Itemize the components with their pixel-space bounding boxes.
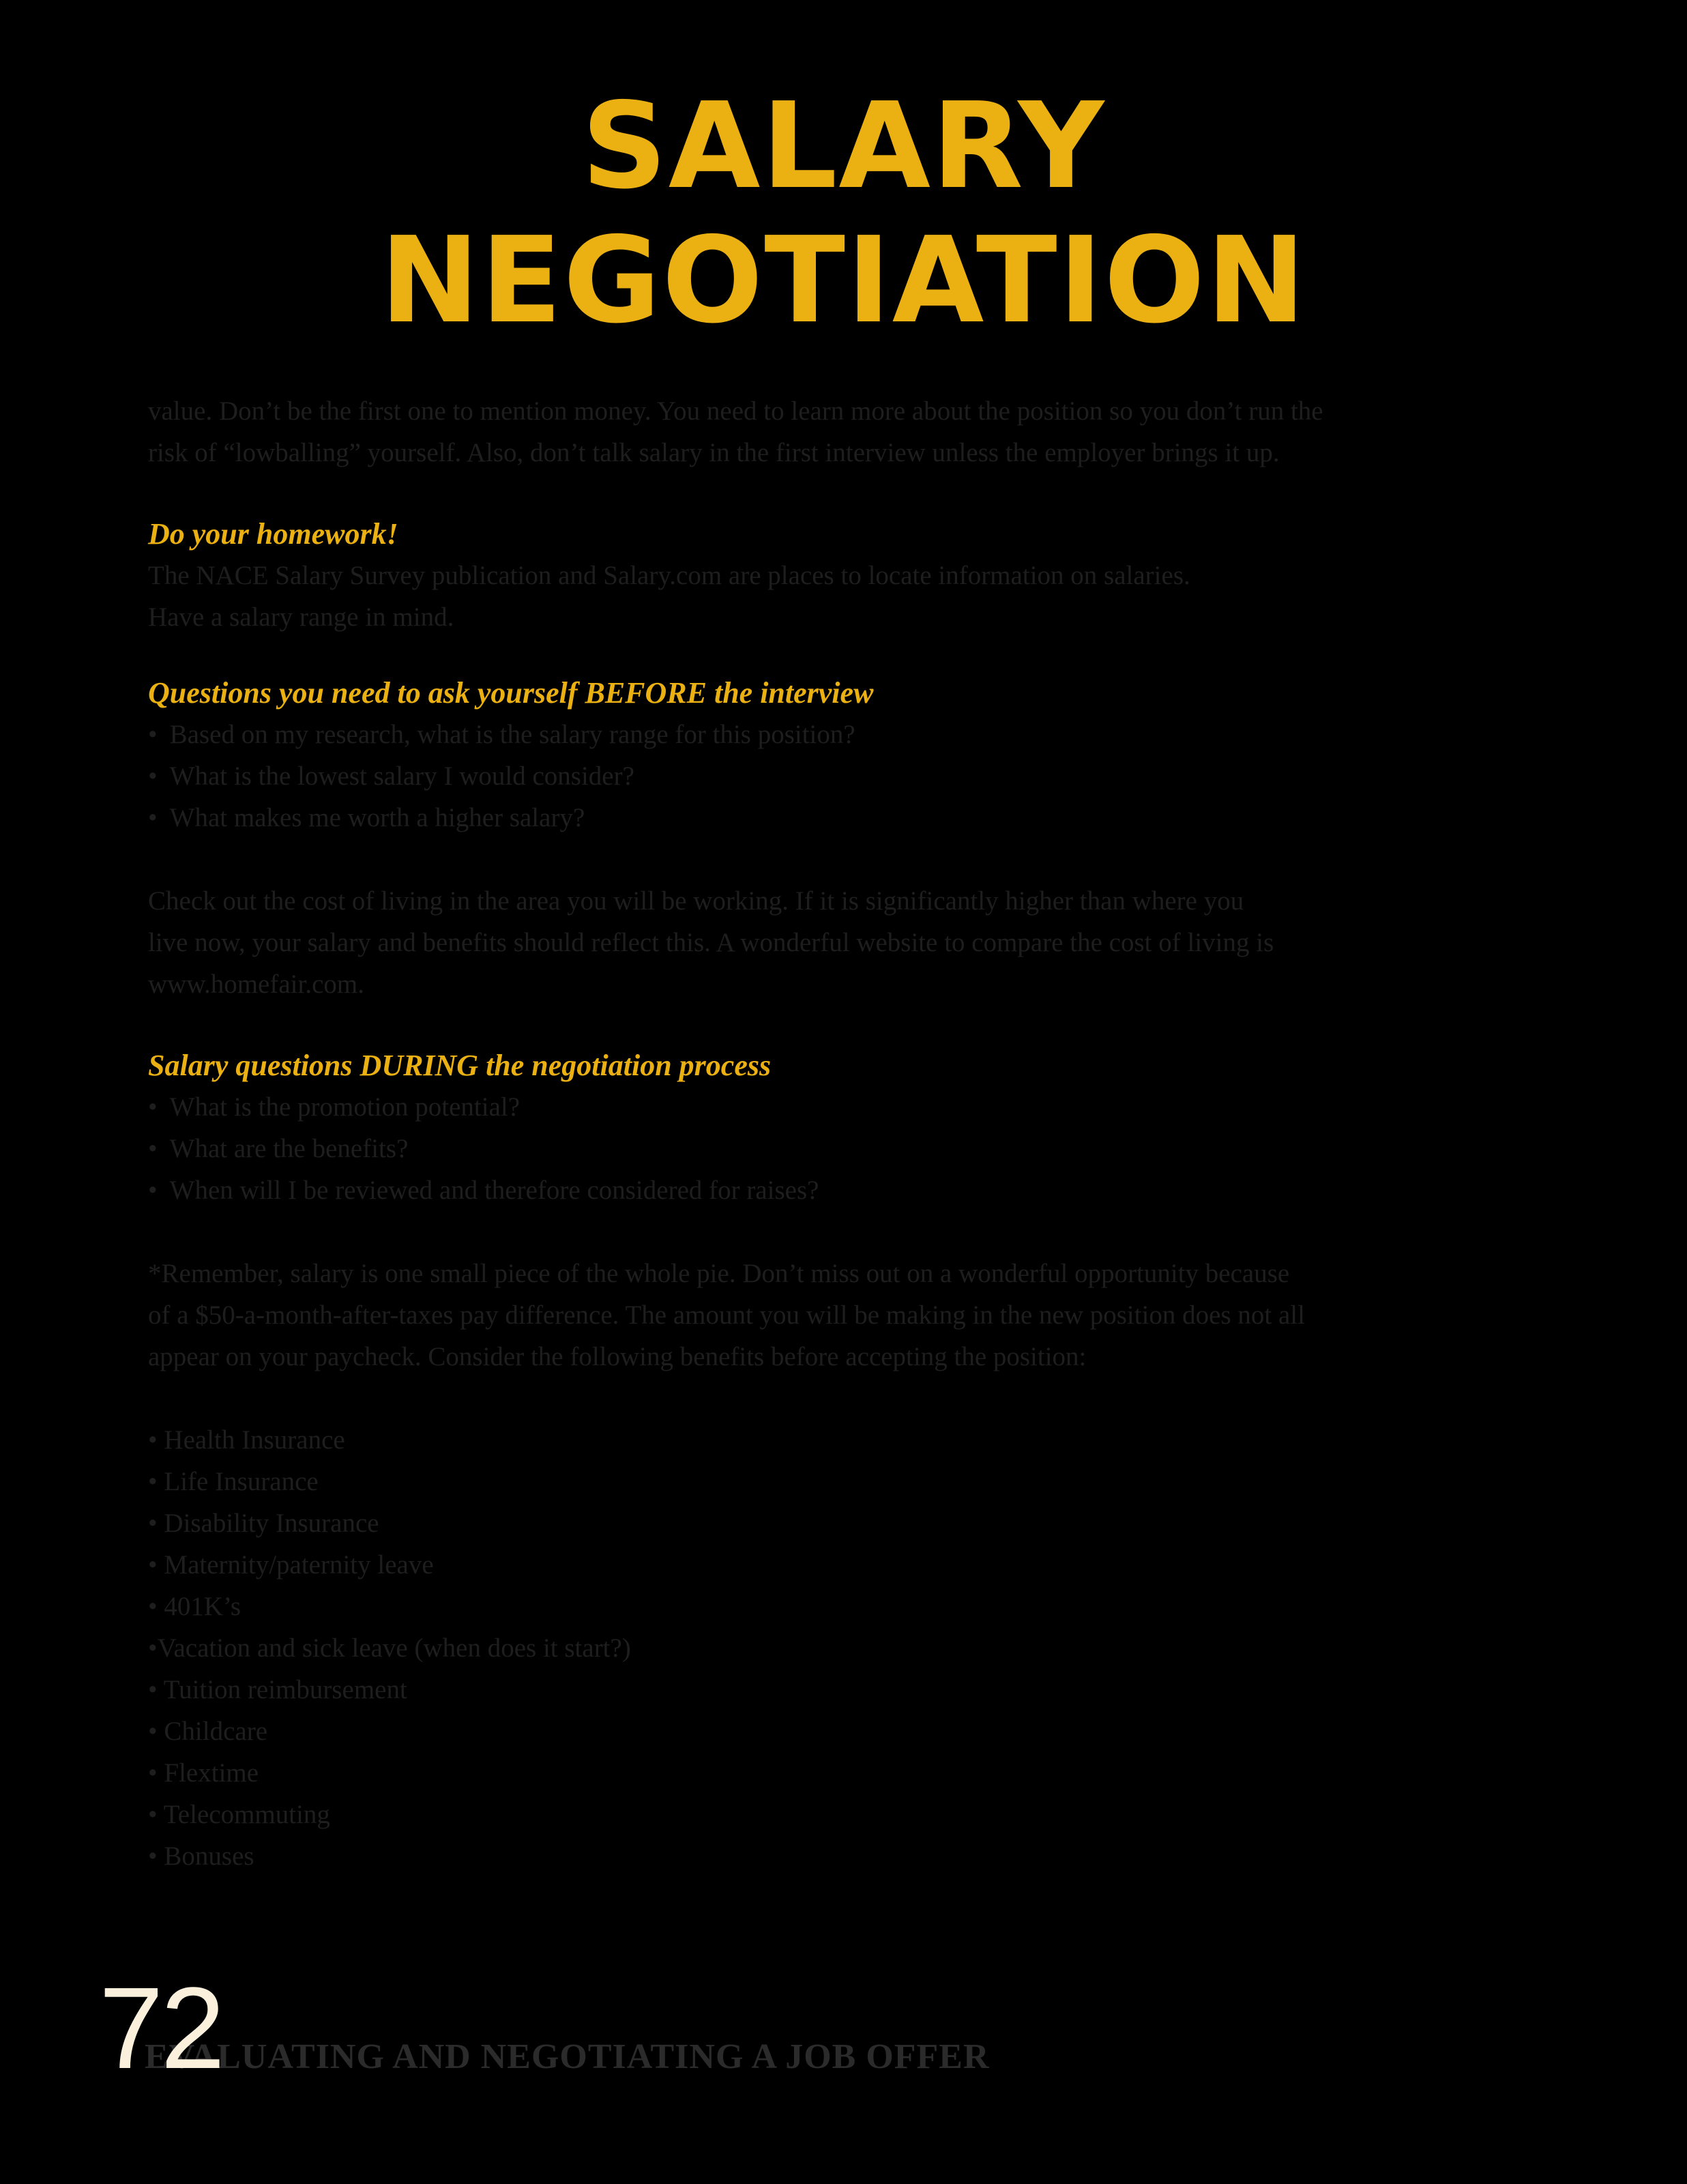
page-title-line-1: SALARY [581, 77, 1106, 216]
homework-line: Have a salary range in mind. [148, 602, 454, 632]
benefit-item: • Maternity/paternity leave [148, 1550, 434, 1579]
bullet-icon: • [148, 803, 158, 832]
during-negotiation-heading: Salary questions DURING the negotiation process [148, 1049, 772, 1082]
list-item-text: What is the promotion potential? [169, 1092, 520, 1122]
list-item [148, 714, 1553, 755]
list-item [148, 1169, 1553, 1211]
homework-heading: Do your homework! [148, 517, 398, 551]
article-body [148, 390, 1553, 1877]
remember-line: *Remember, salary is one small piece of the whole pie. Don’t miss out on a wonderful opportunity because [148, 1259, 1290, 1288]
cost-of-living-line: Check out the cost of living in the area you will be working. If it is significantly higher than where you [148, 886, 1244, 916]
during-negotiation-section [148, 1045, 1553, 1211]
footer-section-title: EVALUATING AND NEGOTIATING A JOB OFFER [145, 2037, 990, 2076]
benefit-item: • Telecommuting [148, 1800, 330, 1829]
before-interview-section [148, 672, 1553, 839]
list-item [148, 755, 1553, 797]
list-item-text: What are the benefits? [169, 1134, 409, 1163]
remember-paragraph [148, 1253, 1553, 1378]
intro-paragraph [148, 390, 1553, 474]
list-item-text: What is the lowest salary I would consider? [169, 761, 634, 791]
benefit-item: •Vacation and sick leave (when does it start?) [148, 1633, 631, 1663]
bullet-icon: • [148, 1134, 158, 1163]
cost-of-living-line: live now, your salary and benefits should reflect this. A wonderful website to compare the cost of living is [148, 928, 1274, 957]
list-item-text: Based on my research, what is the salary range for this position? [169, 720, 855, 749]
bullet-icon: • [148, 761, 158, 791]
benefit-item: • Tuition reimbursement [148, 1675, 407, 1704]
intro-line: risk of “lowballing” yourself. Also, don’t talk salary in the first interview unless the employer brings it up. [148, 438, 1280, 467]
homework-line: The NACE Salary Survey publication and Salary.com are places to locate information on salaries. [148, 561, 1190, 590]
benefit-item: • Childcare [148, 1717, 268, 1746]
bullet-icon: • [148, 720, 158, 749]
benefit-item: • 401K’s [148, 1592, 241, 1621]
page-number: 72 [99, 1964, 223, 2093]
list-item-text: What makes me worth a higher salary? [169, 803, 585, 832]
intro-line: value. Don’t be the first one to mention money. You need to learn more about the position so you don’t run the [148, 396, 1323, 426]
benefit-item: • Bonuses [148, 1841, 254, 1871]
during-negotiation-list [148, 1086, 1553, 1211]
before-interview-heading: Questions you need to ask yourself BEFORE the interview [148, 676, 874, 710]
benefits-list [148, 1419, 1553, 1877]
homework-section [148, 513, 1553, 638]
benefit-item: • Health Insurance [148, 1425, 345, 1455]
benefit-item: • Disability Insurance [148, 1509, 379, 1538]
before-interview-list [148, 714, 1553, 839]
bullet-icon: • [148, 1176, 158, 1205]
cost-of-living-line: www.homefair.com. [148, 970, 364, 999]
list-item-text: When will I be reviewed and therefore considered for raises? [169, 1176, 819, 1205]
benefit-item: • Flextime [148, 1758, 259, 1788]
benefit-item: • Life Insurance [148, 1467, 319, 1496]
remember-line: of a $50-a-month-after-taxes pay difference. The amount you will be making in the new position does not all [148, 1300, 1305, 1330]
cost-of-living-paragraph [148, 880, 1553, 1005]
bullet-icon: • [148, 1092, 158, 1122]
list-item [148, 1128, 1553, 1169]
remember-line: appear on your paycheck. Consider the following benefits before accepting the position: [148, 1342, 1087, 1371]
page-title-line-2: NEGOTIATION [380, 212, 1307, 350]
list-item [148, 1086, 1553, 1128]
list-item [148, 797, 1553, 839]
